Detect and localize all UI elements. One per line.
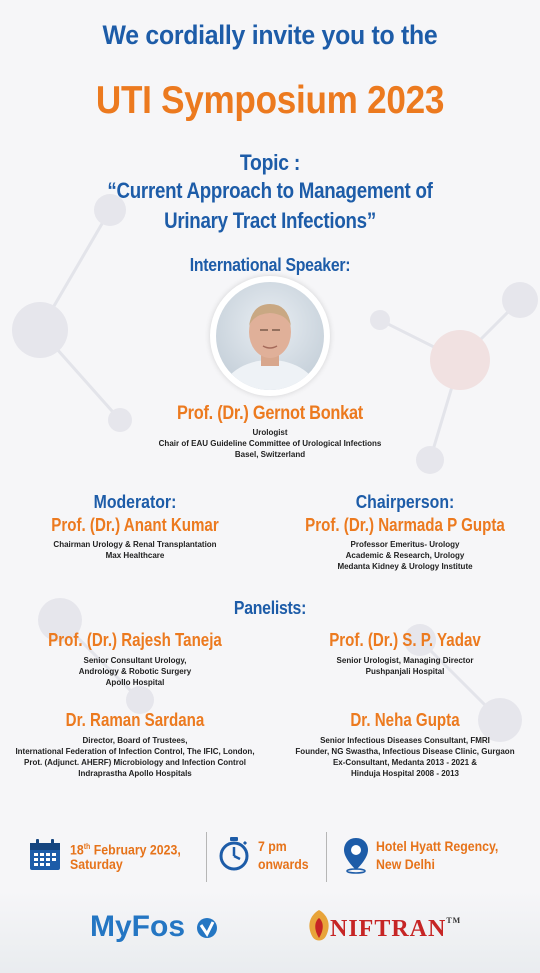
panelist-detail: Prot. (Adjunct. AHERF) Microbiology and Infection Control: [24, 758, 246, 767]
topic-line-1: “Current Approach to Management of: [107, 178, 433, 203]
chairperson-detail: Professor Emeritus- Urology: [350, 540, 460, 549]
panelist-name: Prof. (Dr.) S. P. Yadav: [329, 630, 481, 650]
panelist-detail: Apollo Hospital: [105, 678, 165, 687]
event-weekday: Saturday: [70, 856, 123, 872]
panelist-name: Dr. Raman Sardana: [65, 710, 205, 730]
date-day: 18: [70, 841, 84, 858]
panelist-detail: Founder, NG Swastha, Infectious Disease Clinic, Gurgaon: [295, 747, 515, 756]
panelist-detail: Indraprastha Apollo Hospitals: [78, 769, 192, 778]
panelist-detail: Senior Infectious Diseases Consultant, FMRI: [320, 736, 490, 745]
panelist-detail: Senior Consultant Urology,: [83, 656, 187, 665]
panelist-detail: Director, Board of Trustees,: [82, 736, 188, 745]
international-speaker-label: International Speaker:: [189, 255, 351, 275]
chairperson-label: Chairperson:: [355, 492, 455, 512]
moderator-detail: Max Healthcare: [105, 551, 165, 560]
date-month-year: February 2023,: [90, 841, 181, 858]
location-pin-icon: [342, 836, 370, 879]
niftran-logo: [330, 916, 461, 943]
panelist-name: Dr. Neha Gupta: [350, 710, 460, 730]
myfos-mark-icon: [196, 917, 218, 939]
divider: [326, 832, 327, 882]
speaker-photo: [216, 282, 324, 390]
panelist-detail: Hinduja Hospital 2008 - 2013: [350, 769, 460, 778]
topic-line-2: Urinary Tract Infections”: [164, 208, 376, 233]
panelist-detail: Pushpanjali Hospital: [365, 667, 445, 676]
panelist-name: Prof. (Dr.) Rajesh Taneja: [48, 630, 222, 650]
panelist-block: [270, 630, 540, 677]
speaker-detail: Chair of EAU Guideline Committee of Urological Infections: [158, 439, 382, 448]
date-info: [28, 826, 203, 886]
venue-city: New Delhi: [376, 856, 435, 872]
panelist-detail: Senior Urologist, Managing Director: [336, 656, 474, 665]
trademark-mark: TM: [446, 916, 462, 925]
speaker-photo-frame: [210, 276, 330, 396]
moderator-name: Prof. (Dr.) Anant Kumar: [51, 515, 219, 535]
myfos-logo: [90, 910, 218, 944]
moderator-block: [0, 492, 270, 561]
stopwatch-icon: [218, 836, 250, 877]
chairperson-detail: Academic & Research, Urology: [345, 551, 465, 560]
topic-label: Topic :: [239, 150, 301, 175]
time-info: [218, 826, 328, 886]
speaker-detail: Basel, Switzerland: [234, 450, 306, 459]
venue-name: Hotel Hyatt Regency,: [376, 838, 499, 854]
moderator-label: Moderator:: [93, 492, 177, 512]
chairperson-block: [270, 492, 540, 572]
event-info-bar: [20, 826, 520, 886]
panelist-block: [270, 710, 540, 779]
venue-info: [340, 826, 520, 886]
sponsor-logos: [0, 890, 540, 973]
event-time: 7 pm: [258, 838, 287, 854]
speaker-detail: Urologist: [252, 428, 288, 437]
chairperson-name: Prof. (Dr.) Narmada P Gupta: [305, 515, 505, 535]
panelists-label: Panelists:: [233, 598, 307, 618]
panelist-detail: Ex-Consultant, Medanta 2013 - 2021 &: [332, 758, 478, 767]
panelist-block: [0, 710, 270, 779]
event-title: UTI Symposium 2023: [95, 79, 445, 122]
panelist-detail: International Federation of Infection Control, The IFIC, London,: [15, 747, 255, 756]
myfos-logo-text: MyFos: [90, 910, 186, 943]
moderator-detail: Chairman Urology & Renal Transplantation: [53, 540, 217, 549]
panelist-detail: Andrology & Robotic Surgery: [78, 667, 192, 676]
chairperson-detail: Medanta Kidney & Urology Institute: [337, 562, 473, 571]
niftran-logo-text: NIFTRAN: [330, 916, 447, 942]
invitation-line: We cordially invite you to the: [102, 20, 438, 50]
divider: [206, 832, 207, 882]
speaker-name: Prof. (Dr.) Gernot Bonkat: [176, 403, 364, 424]
date-suffix: th: [83, 842, 91, 851]
panelist-block: [0, 630, 270, 688]
event-time-suffix: onwards: [258, 856, 309, 872]
calendar-icon: [28, 838, 62, 877]
